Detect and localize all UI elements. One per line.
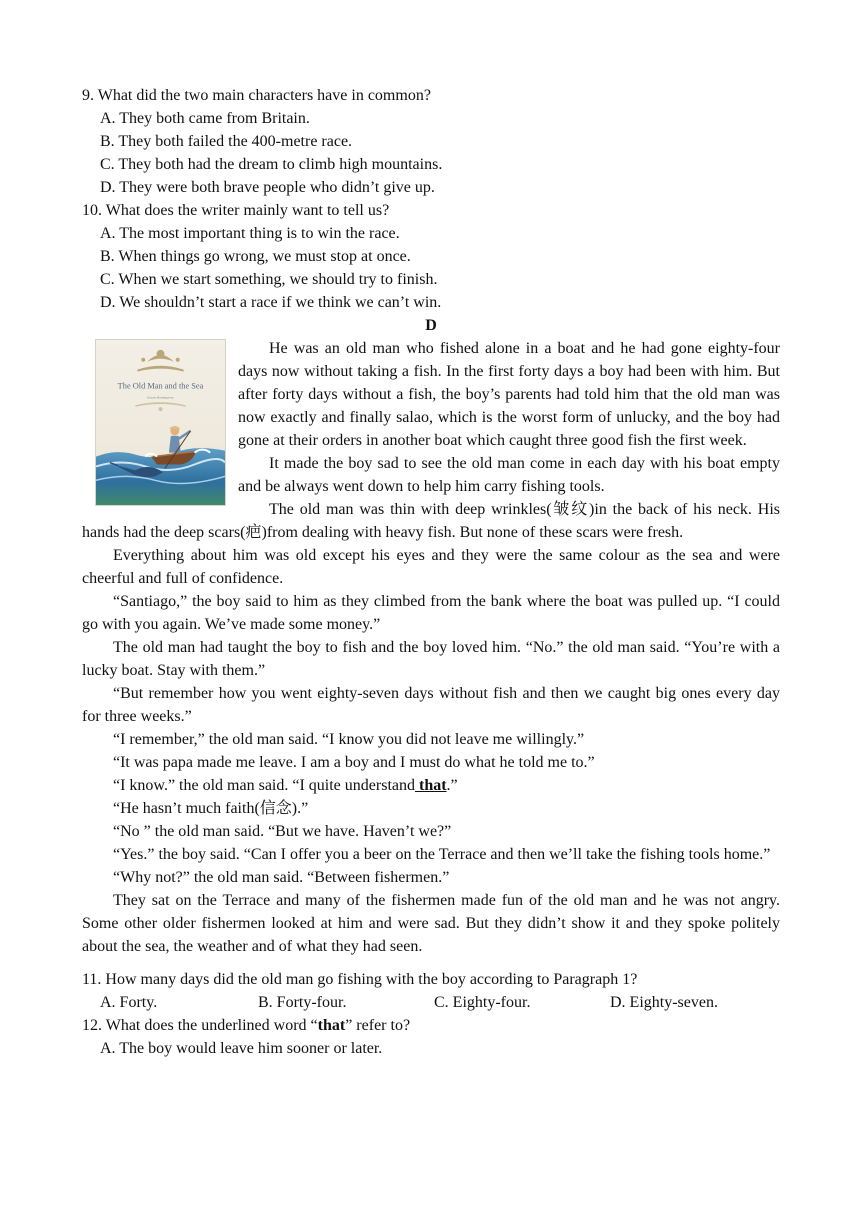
option-c: C. They both had the dream to climb high mountains.: [100, 156, 443, 173]
paragraph-13: “Yes.” the boy said. “Can I offer you a beer on the Terrace and then we’ll take the fishing tools home.”: [113, 846, 771, 863]
question-stem: [82, 1014, 780, 1037]
passage-intro: [82, 337, 780, 498]
book-cover-image: [95, 339, 226, 506]
stem-text: 12. What does the underlined word “: [82, 1017, 318, 1034]
paragraph-14: “Why not?” the old man said. “Between fishermen.”: [113, 869, 450, 886]
option-b: B. When things go wrong, we must stop at once.: [100, 248, 411, 265]
options-row: [82, 991, 780, 1014]
paragraph-7: “But remember how you went eighty-seven days without fish and then we caught big ones every day for three weeks.”: [82, 685, 780, 725]
section-title: D: [425, 317, 437, 334]
paragraph-15: They sat on the Terrace and many of the fishermen made fun of the old man and he was not angry. Some other older fishermen looked at him and were sad. But they didn’t show it and they spoke politely about the sea, the weather and of what they had seen.: [82, 892, 780, 955]
option-c: C. Eighty-four.: [434, 994, 531, 1011]
paragraph-12: “No ” the old man said. “But we have. Haven’t we?”: [113, 823, 452, 840]
option-b: B. Forty-four.: [258, 994, 347, 1011]
question-11: [82, 968, 780, 1014]
question-stem: 10. What does the writer mainly want to tell us?: [82, 202, 390, 219]
paragraph-3: The old man was thin with deep wrinkles(皱纹)in the back of his neck. His hands had the deep scars(疤)from dealing with heavy fish. But none of these scars were fresh.: [82, 501, 780, 541]
paragraph-9: “It was papa made me leave. I am a boy and I must do what he told me to.”: [113, 754, 595, 771]
question-9: [82, 84, 780, 199]
paragraph-8: “I remember,” the old man said. “I know you did not leave me willingly.”: [113, 731, 585, 748]
paragraph-5: “Santiago,” the boy said to him as they climbed from the bank where the boat was pulled up. “I could go with you again. We’ve made some money.”: [82, 593, 780, 633]
option-d: D. They were both brave people who didn’t give up.: [100, 179, 435, 196]
option-c: C. When we start something, we should try to finish.: [100, 271, 438, 288]
option-a: A. The most important thing is to win the race.: [100, 225, 400, 242]
cover-title: The Old Man and the Sea: [117, 381, 204, 391]
text-before-underline: “I know.” the old man said. “I quite understand: [113, 777, 415, 794]
stem-bold-word: that: [317, 1017, 346, 1034]
underlined-word: that: [414, 777, 447, 794]
paragraph-1: He was an old man who fished alone in a boat and he had gone eighty-four days now without taking a fish. In the first forty days a boy had been with him. But after forty days without a fish, the boy’s parents had told him that the old man was now exactly and finally salao, which is the worst form of unlucky, and the boy had gone at their orders in another boat which caught three good fish the first week.: [238, 340, 780, 449]
option-a: A. The boy would leave him sooner or later.: [100, 1040, 383, 1057]
option-a: A. Forty.: [100, 994, 158, 1011]
paragraph-10: [82, 774, 780, 797]
paragraph-2: It made the boy sad to see the old man come in each day with his boat empty and be always went down to help him carry fishing tools.: [238, 455, 780, 495]
question-stem: 11. How many days did the old man go fishing with the boy according to Paragraph 1?: [82, 971, 638, 988]
option-d: D. Eighty-seven.: [610, 994, 718, 1011]
stem-text-end: ” refer to?: [345, 1017, 411, 1034]
question-12: [82, 1014, 780, 1060]
option-b: B. They both failed the 400-metre race.: [100, 133, 353, 150]
question-10: [82, 199, 780, 314]
paragraph-11: “He hasn’t much faith(信念).”: [113, 800, 309, 817]
text-after-underline: .”: [446, 777, 458, 794]
option-d: D. We shouldn’t start a race if we think we can’t win.: [100, 294, 442, 311]
document-page: [82, 84, 780, 1060]
option-a: A. They both came from Britain.: [100, 110, 310, 127]
question-stem: 9. What did the two main characters have in common?: [82, 87, 431, 104]
cover-author: Ernest Hemingway: [147, 395, 174, 400]
paragraph-4: Everything about him was old except his eyes and they were the same colour as the sea and were cheerful and full of confidence.: [82, 547, 780, 587]
paragraph-6: The old man had taught the boy to fish and the boy loved him. “No.” the old man said. “You’re with a lucky boat. Stay with them.”: [82, 639, 780, 679]
